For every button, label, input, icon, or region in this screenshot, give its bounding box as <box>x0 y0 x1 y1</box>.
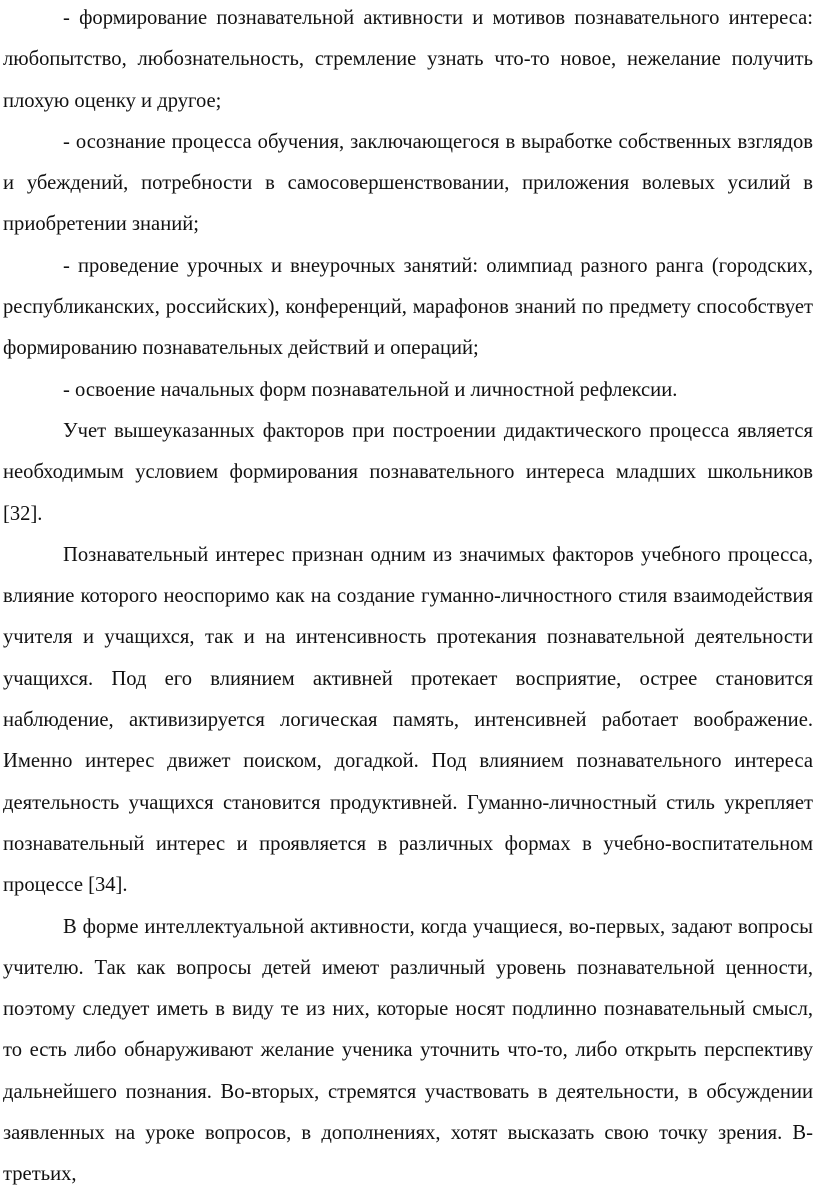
paragraph-5: Учет вышеуказанных факторов при построении дидактического процесса является необходимым условием формирования познавательного интереса младших школьников [32]. <box>3 419 813 525</box>
paragraph-7: В форме интеллектуальной активности, когда учащиеся, во-первых, задают вопросы учителю. Так как вопросы детей имеют различный уровень познавательной ценности, поэтому следует иметь в виду те из них, которые носят подлинно познавательный смысл, то есть либо обнаруживают желание ученика уточнить что-то, либо открыть перспективу дальнейшего познания. Во-вторых, стремятся участвовать в деятельности, в обсуждении заявленных на уроке вопросов, в дополнениях, хотят высказать свою точку зрения. В-третьих, <box>3 915 813 1186</box>
paragraph-1: - формирование познавательной активности и мотивов познавательного интереса: любопытство, любознательность, стремление узнать что-то новое, нежелание получить плохую оценку и другое; <box>3 7 813 112</box>
paragraph-4: - освоение начальных форм познавательной и личностной рефлексии. <box>63 378 678 401</box>
paragraph-2: - осознание процесса обучения, заключающегося в выработке собственных взглядов и убеждений, потребности в самосовершенствовании, приложения волевых усилий в приобретении знаний; <box>3 130 813 236</box>
paragraph-3: - проведение урочных и внеурочных занятий: олимпиад разного ранга (городских, республиканских, российских), конференций, марафонов знаний по предмету способствует формированию познавательных действий и операций; <box>3 254 813 360</box>
paragraph-6: Познавательный интерес признан одним из значимых факторов учебного процесса, влияние которого неоспоримо как на создание гуманно-личностного стиля взаимодействия учителя и учащихся, так и на интенсивность протекания познавательной деятельности учащихся. Под его влиянием активней протекает восприятие, острее становится наблюдение, активизируется логическая память, интенсивней работает воображение. Именно интерес движет поиском, догадкой. Под влиянием познавательного интереса деятельность учащихся становится продуктивней. Гуманно-личностный стиль укрепляет познавательный интерес и проявляется в различных формах в учебно-воспитательном процессе [34]. <box>3 543 813 897</box>
